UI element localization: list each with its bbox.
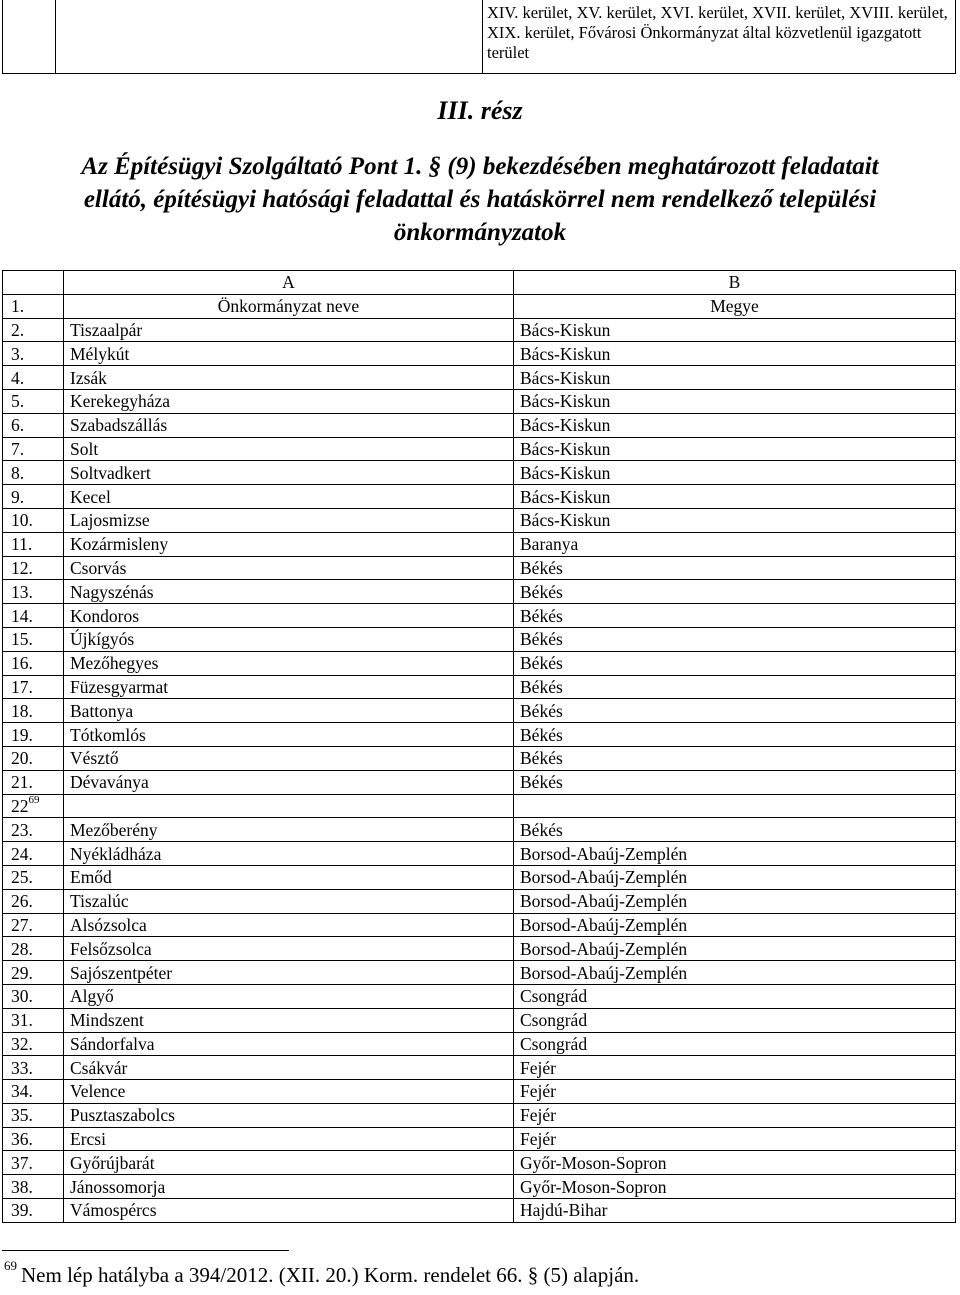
table-row — [3, 1175, 956, 1199]
row-number — [3, 318, 64, 342]
footnote-reference: 69 — [28, 794, 40, 807]
footnote — [4, 1258, 640, 1288]
table-row — [3, 770, 956, 794]
municipality-name: Kecel — [64, 485, 514, 509]
footnote-separator — [2, 1250, 289, 1251]
municipality-name: Algyő — [64, 984, 514, 1008]
county-name: Fejér — [514, 1056, 956, 1080]
county-name: Bács-Kiskun — [514, 461, 956, 485]
county-name: Békés — [514, 580, 956, 604]
row-number — [3, 818, 64, 842]
header-row — [3, 294, 956, 318]
row-number — [3, 580, 64, 604]
row-number-text: 6. — [11, 415, 25, 436]
row-number — [3, 865, 64, 889]
row-number — [3, 889, 64, 913]
table-row — [3, 580, 956, 604]
municipality-name: Győrújbarát — [64, 1151, 514, 1175]
row-number — [3, 485, 64, 509]
row-number — [3, 1056, 64, 1080]
column-a-label: A — [64, 271, 514, 295]
municipality-name: Kondoros — [64, 604, 514, 628]
row-number — [3, 627, 64, 651]
row-number-text: 20. — [11, 748, 33, 769]
municipality-name: Soltvadkert — [64, 461, 514, 485]
row-number-text: 13. — [11, 581, 33, 602]
municipality-name: Mezőhegyes — [64, 651, 514, 675]
row-number-text: 14. — [11, 605, 33, 626]
row-number-text: 3. — [11, 343, 25, 364]
municipality-name: Alsózsolca — [64, 913, 514, 937]
municipality-name: Sándorfalva — [64, 1032, 514, 1056]
table-row — [3, 1008, 956, 1032]
row-number — [3, 1175, 64, 1199]
footnote-marker: 69 — [4, 1258, 17, 1273]
county-name: Fejér — [514, 1103, 956, 1127]
table-row — [3, 913, 956, 937]
table-row — [3, 627, 956, 651]
row-number — [3, 556, 64, 580]
municipality-table — [2, 270, 956, 1223]
row-number-text: 19. — [11, 724, 33, 745]
table-row — [3, 389, 956, 413]
row-number-text: 35. — [11, 1105, 33, 1126]
continuation-cell-empty-1 — [3, 0, 56, 74]
county-name: Bács-Kiskun — [514, 318, 956, 342]
row-number-text: 2. — [11, 319, 25, 340]
municipality-name: Lajosmizse — [64, 508, 514, 532]
county-name: Békés — [514, 675, 956, 699]
row-number — [3, 1127, 64, 1151]
municipality-name: Füzesgyarmat — [64, 675, 514, 699]
row-number — [3, 1080, 64, 1104]
table-row — [3, 842, 956, 866]
county-name — [514, 794, 956, 818]
row-number — [3, 1151, 64, 1175]
row-number — [3, 508, 64, 532]
row-number-text: 34. — [11, 1081, 33, 1102]
row-number — [3, 961, 64, 985]
municipality-name: Nagyszénás — [64, 580, 514, 604]
table-row — [3, 746, 956, 770]
row-number-text: 5. — [11, 391, 25, 412]
row-number-text: 22 — [11, 795, 29, 816]
table-row — [3, 556, 956, 580]
row-number — [3, 366, 64, 390]
row-number-text: 31. — [11, 1010, 33, 1031]
row-number-text: 39. — [11, 1200, 33, 1221]
row-number-text: 4. — [11, 367, 25, 388]
row-number-text: 10. — [11, 510, 33, 531]
county-name: Borsod-Abaúj-Zemplén — [514, 889, 956, 913]
table-row — [3, 1032, 956, 1056]
row-number-text: 36. — [11, 1129, 33, 1150]
municipality-name: Battonya — [64, 699, 514, 723]
table-row — [3, 794, 956, 818]
county-name: Borsod-Abaúj-Zemplén — [514, 913, 956, 937]
row-number-text: 38. — [11, 1176, 33, 1197]
county-name: Bács-Kiskun — [514, 437, 956, 461]
municipality-name: Újkígyós — [64, 627, 514, 651]
county-name: Békés — [514, 723, 956, 747]
county-name: Békés — [514, 556, 956, 580]
row-number-text: 12. — [11, 557, 33, 578]
county-name: Fejér — [514, 1080, 956, 1104]
municipality-name: Pusztaszabolcs — [64, 1103, 514, 1127]
row-number — [3, 1199, 64, 1223]
row-number — [3, 1008, 64, 1032]
table-row — [3, 889, 956, 913]
row-number-text: 29. — [11, 962, 33, 983]
row-number-text: 25. — [11, 867, 33, 888]
county-name: Békés — [514, 604, 956, 628]
row-number — [3, 1103, 64, 1127]
municipality-name: Szabadszállás — [64, 413, 514, 437]
row-number — [3, 461, 64, 485]
table-row — [3, 675, 956, 699]
county-name: Borsod-Abaúj-Zemplén — [514, 865, 956, 889]
municipality-name: Felsőzsolca — [64, 937, 514, 961]
table-row — [3, 961, 956, 985]
county-name: Békés — [514, 770, 956, 794]
row-number — [3, 437, 64, 461]
table-row — [3, 461, 956, 485]
table-row — [3, 342, 956, 366]
row-number-text: 26. — [11, 891, 33, 912]
table-row — [3, 984, 956, 1008]
footnote-text: Nem lép hatályba a 394/2012. (XII. 20.) Korm. rendelet 66. § (5) alapján. — [21, 1263, 640, 1287]
table-row — [3, 699, 956, 723]
municipality-name: Mindszent — [64, 1008, 514, 1032]
county-name: Borsod-Abaúj-Zemplén — [514, 842, 956, 866]
row-number-text: 33. — [11, 1057, 33, 1078]
county-name: Békés — [514, 651, 956, 675]
county-name: Békés — [514, 746, 956, 770]
row-number — [3, 675, 64, 699]
county-name: Baranya — [514, 532, 956, 556]
row-number — [3, 413, 64, 437]
table-row — [3, 1103, 956, 1127]
part-title: III. rész — [437, 96, 523, 125]
table-row — [3, 485, 956, 509]
county-name: Borsod-Abaúj-Zemplén — [514, 937, 956, 961]
municipality-name: Csákvár — [64, 1056, 514, 1080]
row-number — [3, 842, 64, 866]
table-row — [3, 1056, 956, 1080]
municipality-name: Jánossomorja — [64, 1175, 514, 1199]
row-number — [3, 913, 64, 937]
municipality-name: Velence — [64, 1080, 514, 1104]
table-row — [3, 723, 956, 747]
table-row — [3, 604, 956, 628]
heading-line-3: önkormányzatok — [393, 219, 567, 246]
table-row — [3, 437, 956, 461]
table-row — [3, 1080, 956, 1104]
county-name: Bács-Kiskun — [514, 508, 956, 532]
municipality-name: Mélykút — [64, 342, 514, 366]
municipality-name: Tiszaalpár — [64, 318, 514, 342]
table-row — [3, 937, 956, 961]
county-name: Bács-Kiskun — [514, 366, 956, 390]
row-number-text: 37. — [11, 1152, 33, 1173]
municipality-name: Kerekegyháza — [64, 389, 514, 413]
row-number — [3, 984, 64, 1008]
county-name: Csongrád — [514, 1032, 956, 1056]
row-number-text: 27. — [11, 914, 33, 935]
row-number-text: 23. — [11, 819, 33, 840]
header-county: Megye — [514, 294, 956, 318]
row-number — [3, 770, 64, 794]
county-name: Bács-Kiskun — [514, 485, 956, 509]
table-row — [3, 413, 956, 437]
row-number-text: 15. — [11, 629, 33, 650]
row-number-text: 32. — [11, 1033, 33, 1054]
row-number-text: 24. — [11, 843, 33, 864]
column-b-label: B — [514, 271, 956, 295]
county-name: Győr-Moson-Sopron — [514, 1151, 956, 1175]
row-number-text: 11. — [11, 534, 33, 555]
heading-line-2: ellátó, építésügyi hatósági feladattal és hatáskörrel nem rendelkező települési — [83, 186, 877, 213]
county-name: Békés — [514, 627, 956, 651]
section-heading — [0, 150, 960, 249]
row-number-text: 17. — [11, 676, 33, 697]
county-name: Bács-Kiskun — [514, 389, 956, 413]
county-name: Békés — [514, 699, 956, 723]
row-number-text: 8. — [11, 462, 25, 483]
county-name: Hajdú-Bihar — [514, 1199, 956, 1223]
continuation-cell-districts: XIV. kerület, XV. kerület, XVI. kerület, XVII. kerület, XVIII. kerület, XIX. kerület, Fővárosi Önkormányzat által közvetlenül igazgatott terület — [483, 0, 956, 74]
row-number — [3, 746, 64, 770]
table-row — [3, 865, 956, 889]
table-row — [3, 366, 956, 390]
row-number — [3, 389, 64, 413]
row-number — [3, 342, 64, 366]
municipality-name: Tótkomlós — [64, 723, 514, 747]
municipality-name: Vésztő — [64, 746, 514, 770]
header-municipality-name: Önkormányzat neve — [64, 294, 514, 318]
row-number-text: 16. — [11, 653, 33, 674]
row-number-text: 28. — [11, 938, 33, 959]
row-number-text: 21. — [11, 772, 33, 793]
row-number — [3, 651, 64, 675]
table-row — [3, 1151, 956, 1175]
municipality-name: Nyékládháza — [64, 842, 514, 866]
table-row — [3, 508, 956, 532]
municipality-name: Emőd — [64, 865, 514, 889]
table-row — [3, 651, 956, 675]
municipality-name: Tiszalúc — [64, 889, 514, 913]
row-number-text: 30. — [11, 986, 33, 1007]
row-number-text: 7. — [11, 438, 25, 459]
heading-line-1: Az Építésügyi Szolgáltató Pont 1. § (9) bekezdésében meghatározott feladatait — [81, 153, 879, 180]
municipality-name: Sajószentpéter — [64, 961, 514, 985]
row-number-text: 18. — [11, 700, 33, 721]
county-name: Békés — [514, 818, 956, 842]
municipality-name: Vámospércs — [64, 1199, 514, 1223]
row-number-text: 9. — [11, 486, 25, 507]
corner-cell — [3, 271, 64, 295]
table-row — [3, 318, 956, 342]
row-number — [3, 532, 64, 556]
county-name: Bács-Kiskun — [514, 413, 956, 437]
table-row — [3, 818, 956, 842]
row-number — [3, 794, 64, 818]
county-name: Győr-Moson-Sopron — [514, 1175, 956, 1199]
row-number — [3, 937, 64, 961]
municipality-name: Solt — [64, 437, 514, 461]
continuation-table — [2, 0, 956, 74]
county-name: Csongrád — [514, 984, 956, 1008]
municipality-name: Izsák — [64, 366, 514, 390]
county-name: Fejér — [514, 1127, 956, 1151]
county-name: Borsod-Abaúj-Zemplén — [514, 961, 956, 985]
row-number — [3, 699, 64, 723]
municipality-name: Kozármisleny — [64, 532, 514, 556]
municipality-name — [64, 794, 514, 818]
row-number — [3, 723, 64, 747]
county-name: Bács-Kiskun — [514, 342, 956, 366]
table-row — [3, 1199, 956, 1223]
municipality-name: Ercsi — [64, 1127, 514, 1151]
continuation-cell-empty-2 — [56, 0, 483, 74]
county-name: Csongrád — [514, 1008, 956, 1032]
row-number — [3, 1032, 64, 1056]
municipality-name: Mezőberény — [64, 818, 514, 842]
municipality-name: Csorvás — [64, 556, 514, 580]
row-number — [3, 604, 64, 628]
header-row-number: 1. — [3, 294, 64, 318]
column-letter-row — [3, 271, 956, 295]
municipality-name: Dévaványa — [64, 770, 514, 794]
table-row — [3, 532, 956, 556]
table-row — [3, 1127, 956, 1151]
